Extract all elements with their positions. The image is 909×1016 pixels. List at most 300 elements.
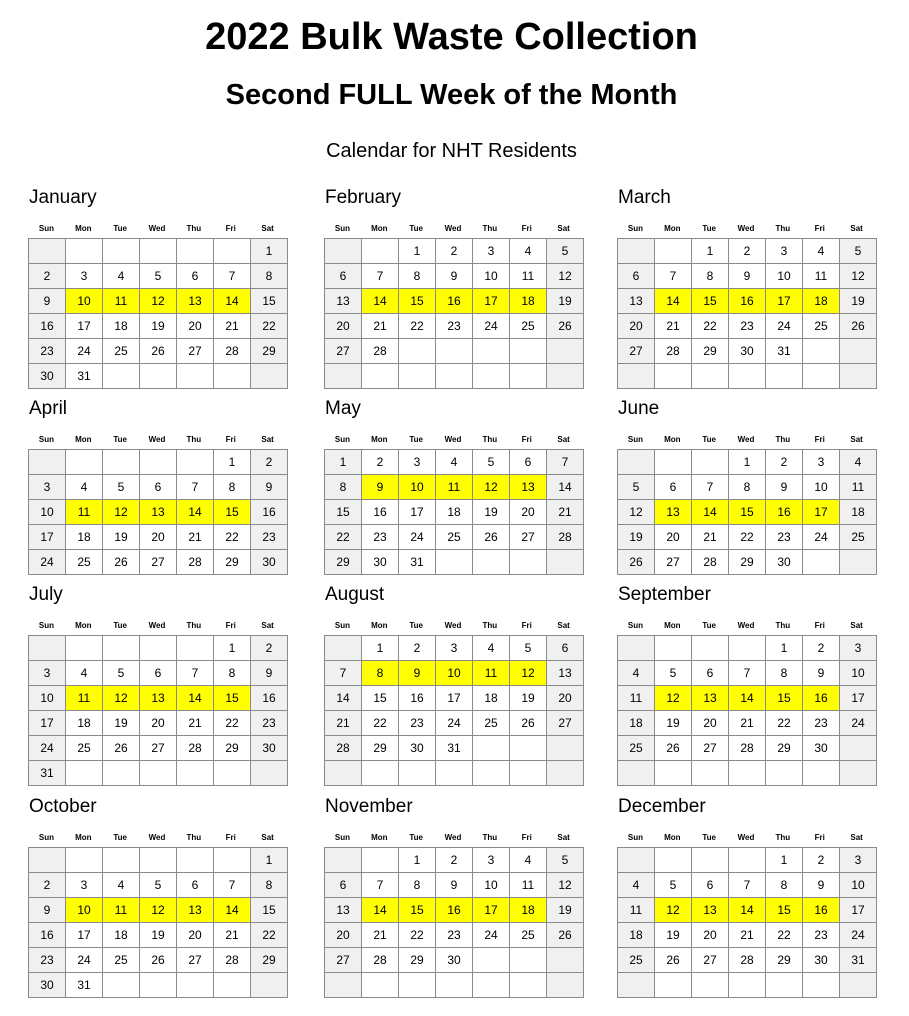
collection-day-cell: 16 bbox=[436, 898, 473, 923]
weekday-label: Thu bbox=[186, 621, 202, 630]
week-row bbox=[29, 550, 288, 575]
week-row bbox=[325, 761, 584, 786]
empty-day-cell bbox=[103, 636, 140, 661]
weekday-label: Mon bbox=[371, 833, 388, 842]
weekday-label: Thu bbox=[186, 833, 202, 842]
day-cell: 17 bbox=[66, 923, 103, 948]
month-grid bbox=[617, 635, 877, 786]
day-cell: 4 bbox=[66, 661, 103, 686]
weekday-label: Thu bbox=[186, 224, 202, 233]
day-cell: 25 bbox=[803, 314, 840, 339]
day-cell: 3 bbox=[766, 239, 803, 264]
day-cell: 10 bbox=[840, 661, 877, 686]
day-cell: 15 bbox=[251, 289, 288, 314]
day-cell: 4 bbox=[803, 239, 840, 264]
weekday-label: Wed bbox=[148, 224, 166, 233]
collection-day-cell: 11 bbox=[103, 289, 140, 314]
day-cell: 23 bbox=[766, 525, 803, 550]
day-cell: 31 bbox=[29, 761, 66, 786]
collection-day-cell: 13 bbox=[510, 475, 547, 500]
weekday-label: Fri bbox=[225, 435, 236, 444]
day-cell: 13 bbox=[325, 898, 362, 923]
day-cell: 8 bbox=[399, 264, 436, 289]
weekday-label: Sun bbox=[38, 833, 54, 842]
day-cell: 10 bbox=[473, 873, 510, 898]
day-cell: 6 bbox=[140, 475, 177, 500]
day-cell: 25 bbox=[618, 736, 655, 761]
empty-day-cell bbox=[140, 636, 177, 661]
day-cell: 14 bbox=[547, 475, 584, 500]
day-cell: 15 bbox=[362, 686, 399, 711]
day-cell: 27 bbox=[510, 525, 547, 550]
collection-day-cell: 14 bbox=[177, 686, 214, 711]
day-cell: 5 bbox=[103, 475, 140, 500]
day-cell: 8 bbox=[251, 264, 288, 289]
day-cell: 31 bbox=[66, 364, 103, 389]
weekday-label: Thu bbox=[482, 224, 498, 233]
day-cell: 7 bbox=[729, 873, 766, 898]
day-cell: 21 bbox=[325, 711, 362, 736]
weekday-label: Fri bbox=[814, 224, 825, 233]
empty-day-cell bbox=[692, 364, 729, 389]
empty-day-cell bbox=[655, 973, 692, 998]
day-cell: 31 bbox=[840, 948, 877, 973]
day-cell: 24 bbox=[803, 525, 840, 550]
collection-day-cell: 17 bbox=[803, 500, 840, 525]
day-cell: 17 bbox=[29, 525, 66, 550]
collection-day-cell: 15 bbox=[766, 686, 803, 711]
empty-day-cell bbox=[473, 364, 510, 389]
day-cell: 20 bbox=[547, 686, 584, 711]
day-cell: 16 bbox=[251, 686, 288, 711]
collection-day-cell: 10 bbox=[399, 475, 436, 500]
empty-day-cell bbox=[655, 450, 692, 475]
day-cell: 3 bbox=[66, 873, 103, 898]
day-cell: 7 bbox=[214, 264, 251, 289]
day-cell: 28 bbox=[362, 339, 399, 364]
week-row bbox=[618, 948, 877, 973]
month-name: October bbox=[29, 796, 97, 817]
week-row bbox=[618, 686, 877, 711]
day-cell: 31 bbox=[766, 339, 803, 364]
empty-day-cell bbox=[803, 364, 840, 389]
month-name: April bbox=[29, 398, 68, 419]
collection-day-cell: 15 bbox=[214, 500, 251, 525]
empty-day-cell bbox=[840, 364, 877, 389]
day-cell: 18 bbox=[103, 314, 140, 339]
day-cell: 6 bbox=[177, 264, 214, 289]
day-cell: 22 bbox=[251, 314, 288, 339]
collection-day-cell: 18 bbox=[510, 898, 547, 923]
day-cell: 1 bbox=[214, 450, 251, 475]
day-cell: 26 bbox=[840, 314, 877, 339]
day-cell: 13 bbox=[618, 289, 655, 314]
day-cell: 30 bbox=[29, 364, 66, 389]
weekday-header bbox=[617, 833, 875, 843]
day-cell: 22 bbox=[251, 923, 288, 948]
weekday-header bbox=[28, 833, 286, 843]
day-cell: 20 bbox=[140, 525, 177, 550]
day-cell: 4 bbox=[66, 475, 103, 500]
weekday-label: Thu bbox=[186, 435, 202, 444]
day-cell: 18 bbox=[473, 686, 510, 711]
empty-day-cell bbox=[729, 364, 766, 389]
weekday-label: Tue bbox=[702, 224, 716, 233]
day-cell: 15 bbox=[325, 500, 362, 525]
empty-day-cell bbox=[103, 848, 140, 873]
day-cell: 29 bbox=[692, 339, 729, 364]
empty-day-cell bbox=[214, 364, 251, 389]
week-row bbox=[29, 711, 288, 736]
empty-day-cell bbox=[399, 339, 436, 364]
weekday-label: Sun bbox=[627, 833, 643, 842]
collection-day-cell: 15 bbox=[399, 289, 436, 314]
empty-day-cell bbox=[103, 364, 140, 389]
weekday-label: Fri bbox=[225, 833, 236, 842]
day-cell: 20 bbox=[325, 314, 362, 339]
day-cell: 23 bbox=[399, 711, 436, 736]
weekday-label: Tue bbox=[113, 224, 127, 233]
day-cell: 6 bbox=[547, 636, 584, 661]
day-cell: 16 bbox=[251, 500, 288, 525]
weekday-label: Fri bbox=[521, 224, 532, 233]
day-cell: 4 bbox=[840, 450, 877, 475]
day-cell: 8 bbox=[692, 264, 729, 289]
weekday-label: Mon bbox=[75, 224, 92, 233]
day-cell: 8 bbox=[729, 475, 766, 500]
day-cell: 9 bbox=[29, 289, 66, 314]
collection-day-cell: 12 bbox=[140, 898, 177, 923]
empty-day-cell bbox=[547, 364, 584, 389]
empty-day-cell bbox=[436, 550, 473, 575]
day-cell: 20 bbox=[618, 314, 655, 339]
collection-day-cell: 15 bbox=[214, 686, 251, 711]
day-cell: 20 bbox=[692, 923, 729, 948]
empty-day-cell bbox=[103, 761, 140, 786]
weekday-label: Mon bbox=[75, 435, 92, 444]
collection-day-cell: 18 bbox=[803, 289, 840, 314]
weekday-label: Mon bbox=[371, 224, 388, 233]
month-grid bbox=[28, 635, 288, 786]
day-cell: 22 bbox=[362, 711, 399, 736]
day-cell: 5 bbox=[547, 239, 584, 264]
empty-day-cell bbox=[766, 364, 803, 389]
collection-day-cell: 14 bbox=[655, 289, 692, 314]
day-cell: 23 bbox=[803, 923, 840, 948]
weekday-label: Fri bbox=[521, 621, 532, 630]
empty-day-cell bbox=[29, 636, 66, 661]
day-cell: 26 bbox=[655, 736, 692, 761]
collection-day-cell: 14 bbox=[692, 500, 729, 525]
empty-day-cell bbox=[177, 761, 214, 786]
day-cell: 8 bbox=[766, 873, 803, 898]
empty-day-cell bbox=[214, 761, 251, 786]
week-row bbox=[29, 500, 288, 525]
week-row bbox=[618, 661, 877, 686]
week-row bbox=[325, 450, 584, 475]
collection-day-cell: 12 bbox=[655, 898, 692, 923]
day-cell: 5 bbox=[618, 475, 655, 500]
day-cell: 31 bbox=[399, 550, 436, 575]
day-cell: 24 bbox=[29, 550, 66, 575]
weekday-label: Sun bbox=[627, 224, 643, 233]
day-cell: 9 bbox=[803, 661, 840, 686]
day-cell: 7 bbox=[729, 661, 766, 686]
collection-day-cell: 16 bbox=[729, 289, 766, 314]
day-cell: 25 bbox=[103, 339, 140, 364]
day-cell: 7 bbox=[325, 661, 362, 686]
weekday-label: Tue bbox=[702, 621, 716, 630]
empty-day-cell bbox=[399, 761, 436, 786]
day-cell: 2 bbox=[803, 848, 840, 873]
day-cell: 25 bbox=[510, 923, 547, 948]
empty-day-cell bbox=[655, 636, 692, 661]
collection-day-cell: 16 bbox=[803, 898, 840, 923]
weekday-label: Tue bbox=[113, 435, 127, 444]
day-cell: 10 bbox=[29, 500, 66, 525]
week-row bbox=[618, 973, 877, 998]
collection-day-cell: 13 bbox=[692, 686, 729, 711]
empty-day-cell bbox=[655, 761, 692, 786]
empty-day-cell bbox=[618, 973, 655, 998]
empty-day-cell bbox=[251, 364, 288, 389]
day-cell: 21 bbox=[655, 314, 692, 339]
empty-day-cell bbox=[729, 848, 766, 873]
weekday-label: Sun bbox=[38, 224, 54, 233]
day-cell: 7 bbox=[177, 475, 214, 500]
empty-day-cell bbox=[510, 550, 547, 575]
collection-day-cell: 15 bbox=[399, 898, 436, 923]
empty-day-cell bbox=[510, 948, 547, 973]
week-row bbox=[618, 711, 877, 736]
day-cell: 30 bbox=[251, 550, 288, 575]
empty-day-cell bbox=[325, 761, 362, 786]
week-row bbox=[325, 873, 584, 898]
day-cell: 22 bbox=[399, 314, 436, 339]
weekday-label: Thu bbox=[482, 621, 498, 630]
month-name: February bbox=[325, 187, 402, 208]
day-cell: 23 bbox=[436, 923, 473, 948]
empty-day-cell bbox=[436, 339, 473, 364]
week-row bbox=[325, 923, 584, 948]
week-row bbox=[618, 314, 877, 339]
day-cell: 23 bbox=[29, 339, 66, 364]
collection-day-cell: 15 bbox=[729, 500, 766, 525]
day-cell: 6 bbox=[618, 264, 655, 289]
empty-day-cell bbox=[618, 364, 655, 389]
day-cell: 26 bbox=[655, 948, 692, 973]
week-row bbox=[29, 475, 288, 500]
week-row bbox=[325, 898, 584, 923]
empty-day-cell bbox=[140, 239, 177, 264]
month-name: July bbox=[29, 584, 63, 605]
week-row bbox=[618, 636, 877, 661]
month-name: January bbox=[29, 187, 97, 208]
day-cell: 20 bbox=[655, 525, 692, 550]
collection-day-cell: 17 bbox=[766, 289, 803, 314]
empty-day-cell bbox=[103, 239, 140, 264]
day-cell: 29 bbox=[251, 339, 288, 364]
day-cell: 30 bbox=[436, 948, 473, 973]
day-cell: 4 bbox=[510, 848, 547, 873]
day-cell: 28 bbox=[214, 339, 251, 364]
empty-day-cell bbox=[840, 550, 877, 575]
week-row bbox=[618, 450, 877, 475]
day-cell: 17 bbox=[436, 686, 473, 711]
day-cell: 19 bbox=[547, 898, 584, 923]
weekday-label: Sun bbox=[38, 435, 54, 444]
weekday-label: Wed bbox=[148, 833, 166, 842]
empty-day-cell bbox=[840, 339, 877, 364]
empty-day-cell bbox=[803, 973, 840, 998]
day-cell: 29 bbox=[766, 948, 803, 973]
day-cell: 19 bbox=[103, 711, 140, 736]
empty-day-cell bbox=[399, 973, 436, 998]
day-cell: 7 bbox=[214, 873, 251, 898]
week-row bbox=[325, 500, 584, 525]
day-cell: 28 bbox=[325, 736, 362, 761]
weekday-header bbox=[617, 224, 875, 234]
day-cell: 2 bbox=[29, 873, 66, 898]
day-cell: 22 bbox=[766, 923, 803, 948]
day-cell: 5 bbox=[103, 661, 140, 686]
day-cell: 26 bbox=[547, 923, 584, 948]
day-cell: 26 bbox=[103, 550, 140, 575]
collection-day-cell: 11 bbox=[473, 661, 510, 686]
day-cell: 7 bbox=[655, 264, 692, 289]
collection-day-cell: 12 bbox=[103, 500, 140, 525]
collection-day-cell: 13 bbox=[177, 898, 214, 923]
month-grid bbox=[28, 238, 288, 389]
day-cell: 26 bbox=[618, 550, 655, 575]
weekday-label: Mon bbox=[371, 435, 388, 444]
weekday-label: Mon bbox=[75, 833, 92, 842]
weekday-label: Mon bbox=[664, 224, 681, 233]
day-cell: 17 bbox=[399, 500, 436, 525]
day-cell: 9 bbox=[803, 873, 840, 898]
collection-day-cell: 14 bbox=[214, 898, 251, 923]
day-cell: 22 bbox=[729, 525, 766, 550]
weekday-label: Wed bbox=[737, 833, 755, 842]
day-cell: 17 bbox=[840, 898, 877, 923]
day-cell: 7 bbox=[547, 450, 584, 475]
day-cell: 18 bbox=[840, 500, 877, 525]
empty-day-cell bbox=[29, 848, 66, 873]
day-cell: 8 bbox=[399, 873, 436, 898]
day-cell: 30 bbox=[29, 973, 66, 998]
weekday-label: Sun bbox=[334, 833, 350, 842]
weekday-header bbox=[617, 621, 875, 631]
day-cell: 24 bbox=[399, 525, 436, 550]
empty-day-cell bbox=[436, 761, 473, 786]
day-cell: 5 bbox=[655, 873, 692, 898]
empty-day-cell bbox=[66, 636, 103, 661]
empty-day-cell bbox=[103, 973, 140, 998]
collection-day-cell: 12 bbox=[655, 686, 692, 711]
day-cell: 19 bbox=[140, 314, 177, 339]
day-cell: 19 bbox=[655, 711, 692, 736]
empty-day-cell bbox=[140, 973, 177, 998]
day-cell: 26 bbox=[510, 711, 547, 736]
day-cell: 18 bbox=[436, 500, 473, 525]
weekday-label: Thu bbox=[482, 833, 498, 842]
empty-day-cell bbox=[766, 973, 803, 998]
day-cell: 2 bbox=[436, 239, 473, 264]
weekday-label: Tue bbox=[113, 833, 127, 842]
week-row bbox=[618, 364, 877, 389]
day-cell: 21 bbox=[362, 923, 399, 948]
collection-day-cell: 17 bbox=[473, 898, 510, 923]
week-row bbox=[618, 339, 877, 364]
week-row bbox=[29, 339, 288, 364]
day-cell: 21 bbox=[547, 500, 584, 525]
day-cell: 23 bbox=[436, 314, 473, 339]
week-row bbox=[618, 239, 877, 264]
empty-day-cell bbox=[103, 450, 140, 475]
day-cell: 14 bbox=[325, 686, 362, 711]
day-cell: 1 bbox=[251, 848, 288, 873]
week-row bbox=[618, 475, 877, 500]
day-cell: 20 bbox=[692, 711, 729, 736]
day-cell: 3 bbox=[399, 450, 436, 475]
day-cell: 30 bbox=[729, 339, 766, 364]
empty-day-cell bbox=[618, 239, 655, 264]
empty-day-cell bbox=[729, 636, 766, 661]
weekday-label: Sat bbox=[261, 621, 274, 630]
day-cell: 6 bbox=[692, 873, 729, 898]
collection-day-cell: 10 bbox=[66, 898, 103, 923]
day-cell: 2 bbox=[251, 636, 288, 661]
month-name: December bbox=[618, 796, 706, 817]
week-row bbox=[325, 948, 584, 973]
collection-day-cell: 12 bbox=[140, 289, 177, 314]
day-cell: 9 bbox=[251, 475, 288, 500]
day-cell: 5 bbox=[473, 450, 510, 475]
weekday-label: Mon bbox=[664, 833, 681, 842]
collection-day-cell: 17 bbox=[473, 289, 510, 314]
empty-day-cell bbox=[436, 973, 473, 998]
weekday-label: Sat bbox=[261, 833, 274, 842]
empty-day-cell bbox=[473, 973, 510, 998]
week-row bbox=[325, 661, 584, 686]
day-cell: 22 bbox=[214, 525, 251, 550]
empty-day-cell bbox=[547, 339, 584, 364]
empty-day-cell bbox=[325, 636, 362, 661]
day-cell: 10 bbox=[840, 873, 877, 898]
day-cell: 31 bbox=[436, 736, 473, 761]
day-cell: 18 bbox=[66, 711, 103, 736]
week-row bbox=[29, 450, 288, 475]
collection-day-cell: 11 bbox=[66, 500, 103, 525]
day-cell: 27 bbox=[692, 736, 729, 761]
weekday-label: Wed bbox=[148, 621, 166, 630]
week-row bbox=[29, 239, 288, 264]
collection-day-cell: 9 bbox=[399, 661, 436, 686]
day-cell: 27 bbox=[547, 711, 584, 736]
day-cell: 5 bbox=[140, 873, 177, 898]
empty-day-cell bbox=[66, 450, 103, 475]
day-cell: 24 bbox=[473, 314, 510, 339]
day-cell: 12 bbox=[547, 873, 584, 898]
day-cell: 25 bbox=[618, 948, 655, 973]
day-cell: 2 bbox=[729, 239, 766, 264]
day-cell: 4 bbox=[103, 264, 140, 289]
day-cell: 26 bbox=[140, 948, 177, 973]
day-cell: 21 bbox=[362, 314, 399, 339]
collection-day-cell: 16 bbox=[803, 686, 840, 711]
empty-day-cell bbox=[547, 973, 584, 998]
collection-day-cell: 16 bbox=[766, 500, 803, 525]
